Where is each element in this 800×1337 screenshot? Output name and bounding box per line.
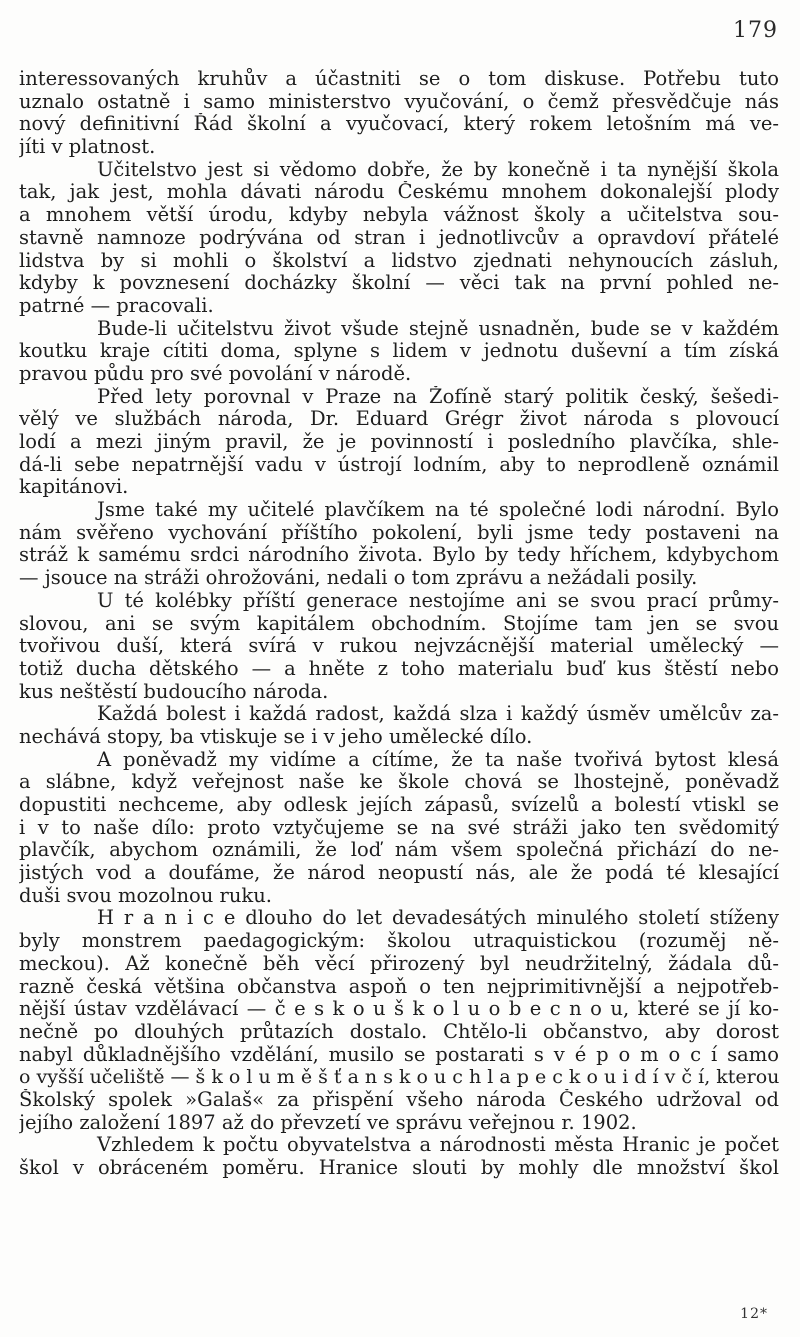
page-number: 179 [733, 18, 778, 43]
text-line: meckou). Až konečně běh věcí přirozený byl neudržitelný, žádala dů- [19, 952, 779, 975]
text-line: Každá bolest i každá radost, každá slza i každý úsměv umělcův za- [97, 703, 779, 726]
text-line: nější ústav vzdělávací — č e s k o u š k o l u o b e c n o u, které se jí ko- [19, 998, 779, 1021]
text-line: Vzhledem k počtu obyvatelstva a národnosti města Hranic je počet [97, 1134, 779, 1157]
text-line: Školský spolek »Galaš« za přispění všeho národa Českého udržoval od [19, 1088, 779, 1111]
text-line: slovou, ani se svým kapitálem obchodním. Stojíme tam jen se svou [19, 612, 779, 635]
text-line: patrné — pracovali. [19, 294, 214, 317]
text-line: nečně po dlouhých průtazích dostalo. Chtělo-li občanstvo, aby dorost [19, 1020, 779, 1043]
text-line: tak, jak jest, mohla dávati národu Českému mnohem dokonalejší plody [19, 181, 779, 204]
text-line: nechává stopy, ba vtiskuje se i v jeho umělecké dílo. [19, 725, 533, 748]
text-line: Učitelstvo jest si vědomo dobře, že by konečně i ta nynější škola [97, 158, 779, 181]
text-line: A poněvadž my vidíme a cítíme, že ta naše tvořivá bytost klesá [97, 748, 779, 771]
text-line: i v to naše dílo: proto vztyčujeme se na své stráži jako ten svědomitý [19, 816, 779, 839]
text-line: jejího založení 1897 až do převzetí ve správu veřejnou r. 1902. [19, 1111, 637, 1134]
text-line: interessovaných kruhův a účastniti se o tom diskuse. Potřebu tuto [19, 68, 779, 90]
text-line: totiž ducha dětského — a hněte z toho materialu buď kus štěstí nebo [19, 657, 779, 680]
text-line: razně česká většina občanstva aspoň o ten nejprimitivnější a nejpotřeb- [19, 975, 779, 998]
text-line: U té kolébky příští generace nestojíme ani se svou prací průmy- [97, 589, 779, 612]
text-line: nový definitivní Řád školní a vyučovací, který rokem letošním má ve- [19, 113, 779, 136]
text-line: Bude-li učitelstvu život všude stejně usnadněn, bude se v každém [97, 317, 779, 340]
text-line: plavčík, abychom oznámili, že loď nám všem společná přichází do ne- [19, 839, 779, 862]
text-line: duši svou mozolnou ruku. [19, 884, 272, 907]
text-line: kdyby k povznesení docházky školní — věci tak na první pohled ne- [19, 272, 779, 295]
text-line: škol v obráceném poměru. Hranice slouti by mohly dle množství škol [19, 1157, 779, 1179]
text-line: H r a n i c e dlouho do let devadesátých minulého století stíženy [97, 907, 779, 930]
text-line: stavně namnoze podrývána od stran i jednotlivcův a opravdoví přátelé [19, 226, 779, 249]
text-line: lodí a mezi jiným pravil, že je povinností i posledního plavčíka, shle- [19, 431, 779, 453]
text-line: jíti v platnost. [19, 136, 156, 159]
text-line: stráž k samému srdci národního života. Bylo by tedy hříchem, kdybychom [19, 544, 779, 567]
text-line: tvořivou duší, která svírá v rukou nejvzácnější material umělecký — [19, 635, 779, 658]
text-line: nabyl důkladnějšího vzdělání, musilo se postarati s v é p o m o c í samo [19, 1043, 779, 1066]
text-line: lidstva by si mohli o školství a lidstvo zjednati nehynoucích zásluh, [19, 249, 779, 272]
text-line: o vyšší učeliště — š k o l u m ě š ť a n s k o u c h l a p e c k o u i d í v č í, kterou [19, 1066, 779, 1089]
text-line: Před lety porovnal v Praze na Žofíně starý politik český, šešedi- [97, 385, 779, 408]
text-line: jistých vod a doufáme, že národ neopustí nás, ale že podá té klesající [19, 862, 779, 885]
text-line: byly monstrem paedagogickým: školou utraquistickou (rozuměj ně- [19, 930, 779, 953]
text-line: a slábne, když veřejnost naše ke škole chová se lhostejně, poněvadž [19, 771, 779, 794]
text-line: a mnohem větší úrodu, kdyby nebyla vážnost školy a učitelstva sou- [19, 204, 779, 227]
text-line: Jsme také my učitelé plavčíkem na té společné lodi národní. Bylo [97, 499, 779, 522]
text-line: kapitánovi. [19, 476, 129, 499]
text-line: uznalo ostatně i samo ministerstvo vyučování, o čemž přesvědčuje nás [19, 90, 779, 113]
text-line: dá-li sebe nepatrnější vadu v ústrojí lodním, aby to neprodleně oznámil [19, 453, 779, 476]
text-line: vělý ve službách národa, Dr. Eduard Grégr život národa s plovoucí [19, 408, 779, 431]
body-text [19, 68, 779, 1180]
text-line: koutku kraje cítiti doma, splyne s lidem v jednotu duševní a tím získá [19, 340, 779, 363]
text-line: dopustiti nechceme, aby odlesk jejích zápasů, svízelů a bolestí vtiskl se [19, 794, 779, 816]
text-line: — jsouce na stráži ohrožováni, nedali o tom zprávu a nežádali posily. [19, 567, 698, 590]
text-line: pravou půdu pro své povolání v národě. [19, 362, 412, 385]
signature-mark: 12* [740, 1306, 768, 1322]
text-line: kus neštěstí budoucího národa. [19, 680, 329, 703]
text-line: nám svěřeno vychování příštího pokolení, byli jsme tedy postaveni na [19, 521, 779, 544]
